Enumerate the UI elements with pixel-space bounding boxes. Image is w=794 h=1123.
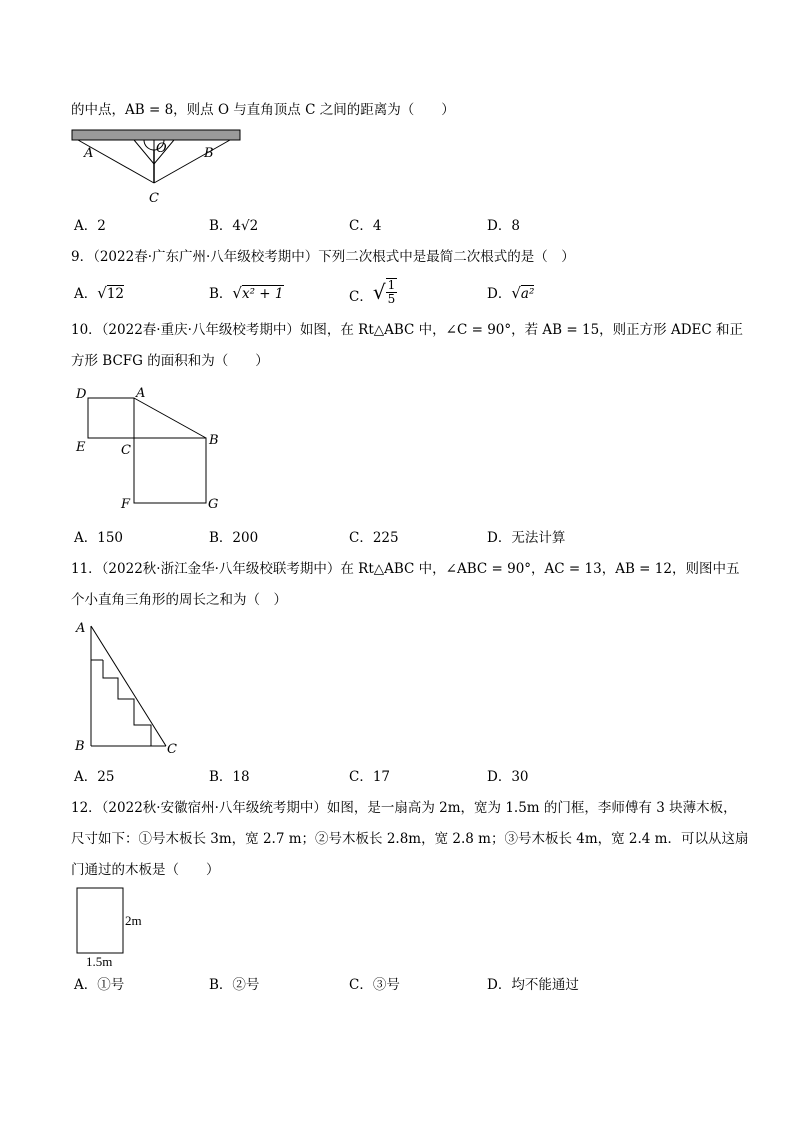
- q11-label-B: B: [75, 739, 85, 754]
- q9-option-c[interactable]: C．√ $\frac{1}{5}$: [349, 278, 396, 306]
- q11-label-A: A: [76, 621, 86, 636]
- q12-text-line1: 12．（2022秋·安徽宿州·八年级统考期中）如图，是一扇高为 2m，宽为 1.5m 的门框，李师傅有 3 块薄木板，: [71, 800, 737, 816]
- q12-label-height: 2m: [125, 913, 142, 928]
- q9-option-d-label: D．: [487, 286, 512, 302]
- q8-figure: [72, 128, 242, 208]
- q9-option-b-value: x² + 1: [241, 286, 284, 302]
- q9-option-c-numerator: 1: [387, 278, 396, 292]
- q12-option-a[interactable]: A．①号: [74, 977, 125, 993]
- q10-square-adec: [88, 398, 134, 438]
- q11-option-d[interactable]: D．30: [487, 769, 529, 785]
- q12-option-d[interactable]: D．均不能通过: [487, 977, 579, 993]
- q10-option-a[interactable]: A．150: [74, 530, 124, 546]
- q11-hypotenuse: [91, 626, 166, 746]
- q10-label-C: C: [121, 443, 131, 458]
- q9-option-d-value: a²: [520, 286, 535, 302]
- q10-label-F: F: [121, 497, 131, 512]
- q10-hypotenuse-ab: [134, 398, 206, 438]
- q9-option-d[interactable]: D．√a²: [487, 284, 535, 302]
- q12-option-c[interactable]: C．③号: [349, 977, 400, 993]
- q10-label-G: G: [208, 497, 219, 512]
- q9-option-c-label: C．: [349, 289, 373, 305]
- q9-option-c-denominator: 5: [387, 292, 396, 306]
- q8-option-a[interactable]: A．2: [74, 218, 106, 234]
- q8-option-b[interactable]: B．4√2: [209, 218, 259, 234]
- q11-text-line1: 11．（2022秋·浙江金华·八年级校联考期中）在 Rt△ABC 中，∠ABC = 90°，AC = 13，AB = 12，则图中五: [71, 561, 740, 577]
- q11-text-line2: 个小直角三角形的周长之和为（ ）: [71, 592, 287, 608]
- q8-label-B: B: [204, 146, 214, 161]
- q10-label-E: E: [76, 440, 86, 455]
- q10-label-A: A: [136, 386, 146, 401]
- q11-label-C: C: [167, 742, 177, 757]
- q11-staircase: [91, 660, 151, 746]
- q12-text-line2: 尺寸如下：①号木板长 3m，宽 2.7 m；②号木板长 2.8m，宽 2.8 m；③号木板长 4m，宽 2.4 m．可以从这扇: [71, 831, 749, 847]
- q8-label-C: C: [149, 191, 159, 206]
- q11-figure: [74, 618, 184, 758]
- q8-option-c[interactable]: C．4: [349, 218, 382, 234]
- q12-label-width: 1.5m: [86, 954, 113, 969]
- q8-option-d[interactable]: D．8: [487, 218, 520, 234]
- q8-ruler-bar: [72, 130, 240, 140]
- q10-option-c[interactable]: C．225: [349, 530, 399, 546]
- q12-door-figure: [74, 886, 164, 971]
- q9-option-a-label: A．: [74, 286, 98, 302]
- q11-option-c[interactable]: C．17: [349, 769, 391, 785]
- q12-door-frame: [77, 888, 123, 953]
- q9-text-line1: 9．（2022春·广东广州·八年级校考期中）下列二次根式中是最简二次根式的是（ ）: [71, 249, 575, 265]
- q10-square-bcfg: [134, 438, 206, 503]
- q10-label-D: D: [76, 387, 87, 402]
- q8-label-O: O: [156, 141, 167, 156]
- q9-option-a[interactable]: A．√12: [74, 284, 124, 302]
- q8-text-line1: 的中点，AB = 8，则点 O 与直角顶点 C 之间的距离为（ ）: [71, 102, 455, 118]
- q10-text-line1: 10．（2022春·重庆·八年级校考期中）如图，在 Rt△ABC 中，∠C = 90°，若 AB = 15，则正方形 ADEC 和正: [71, 322, 744, 338]
- q9-option-b-label: B．: [209, 286, 233, 302]
- q12-option-b[interactable]: B．②号: [209, 977, 260, 993]
- q11-option-b[interactable]: B．18: [209, 769, 250, 785]
- q10-option-d[interactable]: D．无法计算: [487, 530, 566, 546]
- q9-option-a-value: 12: [106, 286, 124, 302]
- q11-option-a[interactable]: A．25: [74, 769, 115, 785]
- q8-label-A: A: [84, 146, 94, 161]
- q10-figure: [74, 385, 234, 515]
- q10-label-B: B: [209, 433, 219, 448]
- q12-text-line3: 门通过的木板是（ ）: [71, 862, 220, 878]
- q9-option-b[interactable]: B．√x² + 1: [209, 284, 284, 302]
- q10-option-b[interactable]: B．200: [209, 530, 259, 546]
- q10-text-line2: 方形 BCFG 的面积和为（ ）: [71, 353, 269, 369]
